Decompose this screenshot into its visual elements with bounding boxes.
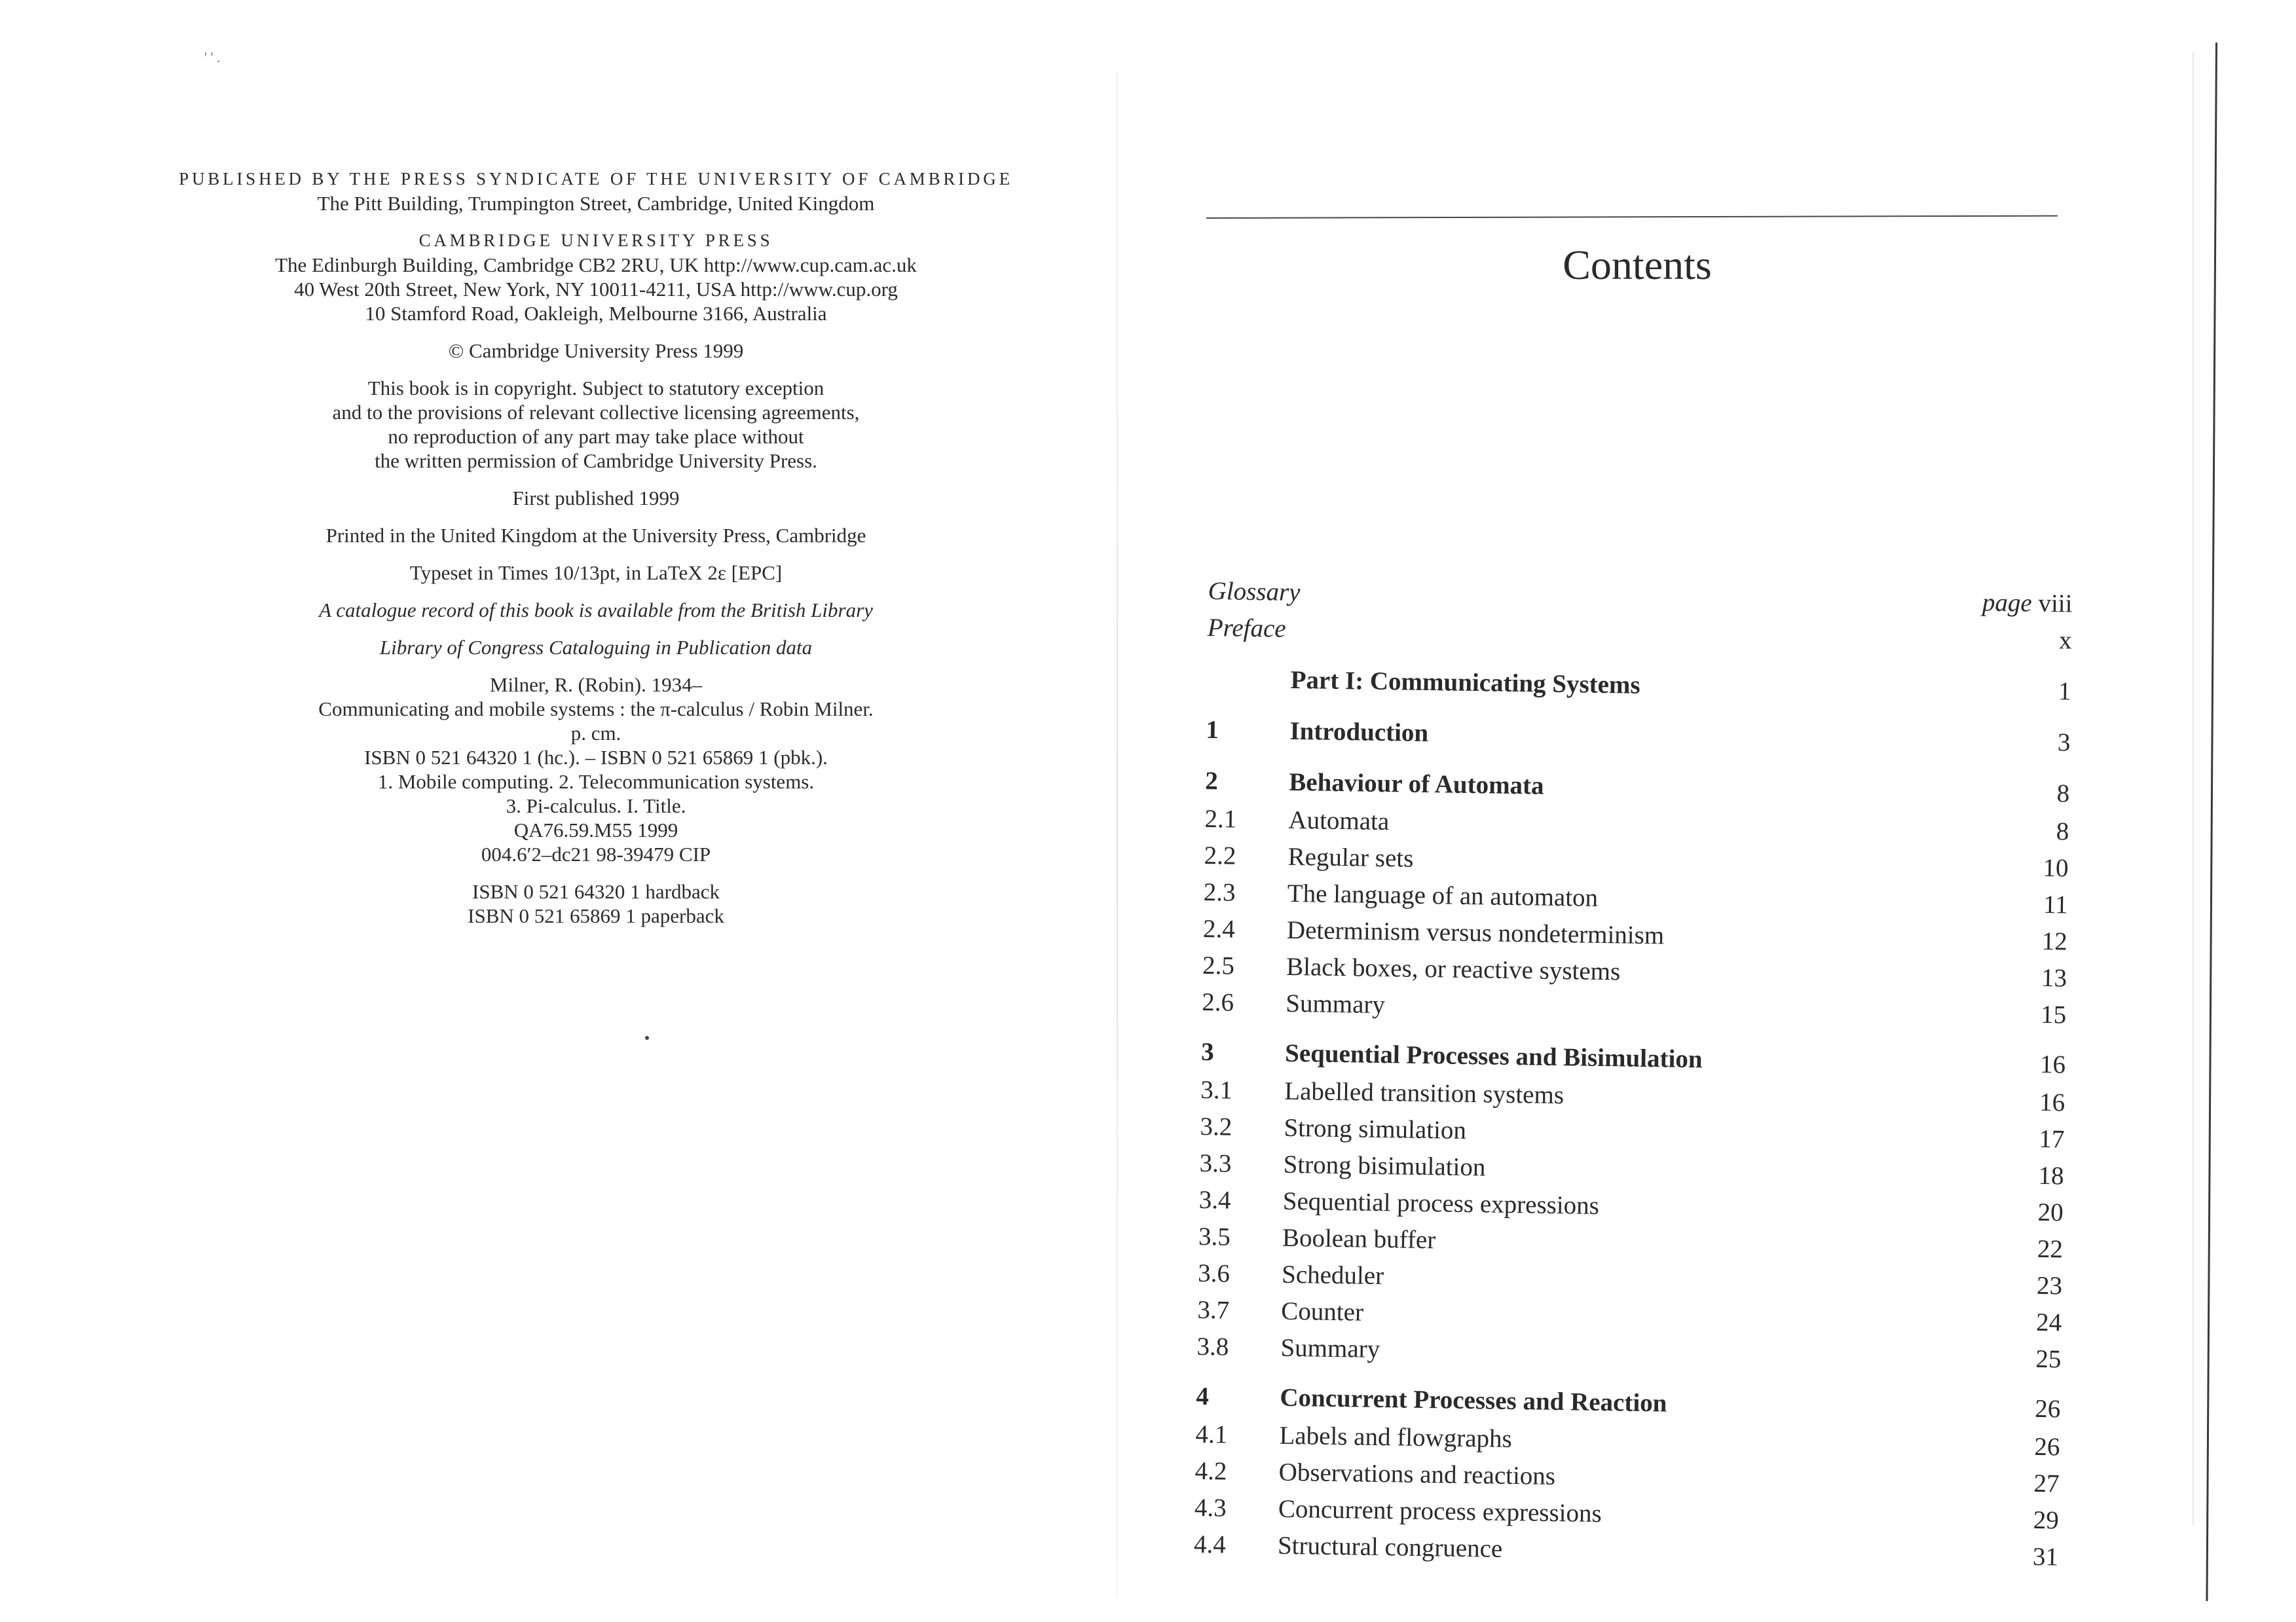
cip-block xyxy=(157,673,1035,866)
toc-entry-number: 3.1 xyxy=(1200,1075,1233,1105)
toc-entry-number: 3.7 xyxy=(1197,1295,1230,1325)
toc-entry-title: Boolean buffer xyxy=(1282,1223,1436,1255)
catalogue-record: A catalogue record of this book is available from the British Library xyxy=(319,599,873,621)
toc-entry-number: 2.3 xyxy=(1203,877,1236,907)
loc-heading: Library of Congress Cataloguing in Publication data xyxy=(379,636,813,659)
toc-entry-title: Introduction xyxy=(1289,716,1429,748)
toc-entry-number: 4 xyxy=(1196,1382,1210,1411)
toc-entry-title: Observations and reactions xyxy=(1278,1458,1556,1491)
toc-page-number: 13 xyxy=(2041,963,2067,993)
toc-entry-title: Strong bisimulation xyxy=(1283,1150,1486,1182)
toc-page-number: 16 xyxy=(2039,1088,2065,1117)
toc-page-word: page xyxy=(1982,588,2033,617)
imprint-page xyxy=(157,167,1035,928)
copyright-notice xyxy=(157,376,1035,473)
toc-page-number: 25 xyxy=(2035,1344,2062,1374)
toc-page-number xyxy=(2059,625,2072,655)
toc-page-number: 10 xyxy=(2043,853,2069,883)
copyright-notice-line: and to the provisions of relevant collective licensing agreements, xyxy=(332,401,860,424)
toc-entry-title: Determinism versus nondeterminism xyxy=(1286,915,1665,950)
press-name: CAMBRIDGE UNIVERSITY PRESS xyxy=(418,230,773,250)
printed-line: Printed in the United Kingdom at the University Press, Cambridge xyxy=(325,524,866,547)
toc-entry-title: Counter xyxy=(1281,1297,1364,1327)
toc-entry-number: 2.4 xyxy=(1202,914,1236,944)
toc-entry-number: 4.3 xyxy=(1194,1493,1227,1522)
header-rule xyxy=(1206,215,2058,219)
toc-chapter-row xyxy=(1201,1037,2066,1083)
toc-entry-title: Labelled transition systems xyxy=(1284,1077,1565,1110)
press-address-line: 40 West 20th Street, New York, NY 10011-4211, USA http://www.cup.org xyxy=(294,278,898,301)
toc-entry-title: Summary xyxy=(1286,989,1386,1020)
toc-entry-number: 3.6 xyxy=(1197,1259,1231,1288)
toc-page-number: 1 xyxy=(2058,677,2071,706)
toc-entry-title: Strong simulation xyxy=(1284,1113,1467,1145)
cip-line: Communicating and mobile systems : the π-calculus / Robin Milner. xyxy=(318,697,874,720)
toc-front-title: Glossary xyxy=(1208,576,1301,607)
toc-entry-number: 3.4 xyxy=(1198,1185,1231,1215)
toc-page-number: 23 xyxy=(2036,1271,2063,1300)
toc-page-number: 20 xyxy=(2037,1198,2064,1227)
cip-line: 3. Pi-calculus. I. Title. xyxy=(506,794,686,817)
toc-entry-title: Concurrent Processes and Reaction xyxy=(1280,1383,1667,1418)
toc-page-number: 17 xyxy=(2039,1124,2065,1154)
toc-page-number: 16 xyxy=(2039,1050,2066,1079)
press-address-line: 10 Stamford Road, Oakleigh, Melbourne 3166, Australia xyxy=(365,302,827,325)
cip-line: 004.6′2–dc21 98-39479 CIP xyxy=(481,843,711,866)
toc-entry-title: Part I: Communicating Systems xyxy=(1290,665,1640,699)
publisher-address: The Pitt Building, Trumpington Street, Cambridge, United Kingdom xyxy=(317,192,875,215)
isbn-line: ISBN 0 521 64320 1 hardback xyxy=(472,880,720,903)
toc-entry-number: 3.5 xyxy=(1198,1222,1231,1251)
toc-entry-number: 2.6 xyxy=(1202,987,1234,1017)
copyright-notice-line: no reproduction of any part may take place without xyxy=(388,425,804,448)
cip-line: QA76.59.M55 1999 xyxy=(513,819,678,841)
toc-chapter-row xyxy=(1196,1382,2061,1428)
toc-entry-number: 1 xyxy=(1206,715,1219,745)
toc-entry-number: 3.3 xyxy=(1199,1149,1232,1178)
first-published: First published 1999 xyxy=(512,487,680,509)
toc-page-number xyxy=(1982,588,2073,619)
toc-page-number: 8 xyxy=(2056,817,2069,846)
toc-page-number: 26 xyxy=(2034,1432,2060,1462)
toc-entry-title: Structural congruence xyxy=(1277,1531,1503,1563)
publisher-line: PUBLISHED BY THE PRESS SYNDICATE OF THE UNIVERSITY OF CAMBRIDGE xyxy=(179,169,1013,189)
page-edge xyxy=(2206,43,2217,1601)
toc-entry-title: Regular sets xyxy=(1287,842,1414,873)
cip-line: 1. Mobile computing. 2. Telecommunication systems. xyxy=(377,770,815,793)
cip-line: ISBN 0 521 64320 1 (hc.). – ISBN 0 521 65869 1 (pbk.). xyxy=(364,746,828,769)
copyright-notice-line: This book is in copyright. Subject to statutory exception xyxy=(367,377,824,399)
toc-page-value: x xyxy=(2058,626,2073,655)
toc-page-number: 15 xyxy=(2040,1000,2067,1029)
toc-entry-title: Black boxes, or reactive systems xyxy=(1286,952,1621,986)
toc-entry-title: Behaviour of Automata xyxy=(1289,767,1544,800)
toc-page-number: 8 xyxy=(2056,779,2070,808)
toc-entry-title: Summary xyxy=(1280,1333,1380,1364)
toc-page-value: viii xyxy=(2038,589,2073,618)
page-title: Contents xyxy=(1563,242,1712,288)
table-of-contents xyxy=(1193,576,2073,1572)
cip-line: p. cm. xyxy=(570,722,621,745)
cip-line: Milner, R. (Robin). 1934– xyxy=(489,673,703,696)
toc-entry-number: 3.8 xyxy=(1196,1332,1229,1361)
toc-page-number: 29 xyxy=(2033,1505,2060,1535)
typeset-line: Typeset in Times 10/13pt, in LaTeX 2ε [EPC] xyxy=(409,561,783,584)
toc-front-title: Preface xyxy=(1207,613,1286,643)
toc-page-number: 12 xyxy=(2041,927,2068,956)
toc-entry-title: Concurrent process expressions xyxy=(1278,1494,1602,1528)
copyright-notice-line: the written permission of Cambridge University Press. xyxy=(375,449,817,472)
toc-entry-title: Labels and flowgraphs xyxy=(1279,1421,1513,1454)
toc-chapter-row xyxy=(1206,715,2071,761)
toc-entry-number: 2.2 xyxy=(1204,841,1236,870)
toc-page-number: 24 xyxy=(2035,1308,2062,1337)
toc-entry-title: Scheduler xyxy=(1281,1260,1384,1291)
toc-page-number: 26 xyxy=(2034,1394,2061,1424)
toc-page-number: 3 xyxy=(2057,728,2071,757)
toc-page-number: 31 xyxy=(2032,1542,2059,1572)
toc-page-number: 11 xyxy=(2043,890,2069,919)
toc-page-number: 18 xyxy=(2038,1161,2064,1190)
toc-entry-title: Sequential Processes and Bisimulation xyxy=(1284,1039,1703,1074)
toc-entry-title: Automata xyxy=(1288,805,1390,836)
toc-chapter-row xyxy=(1206,664,2071,710)
copyright-line: © Cambridge University Press 1999 xyxy=(448,339,744,362)
toc-entry-number: 2 xyxy=(1205,766,1219,796)
toc-entry-title: Sequential process expressions xyxy=(1282,1187,1600,1220)
toc-entry-title: The language of an automaton xyxy=(1287,879,1599,912)
toc-entry-number: 4.2 xyxy=(1194,1456,1227,1486)
press-addresses xyxy=(157,253,1035,325)
page-edge-shadow xyxy=(2193,52,2194,1526)
book-gutter xyxy=(1117,72,1118,1598)
page-mark: ' ' . xyxy=(204,49,221,65)
toc-entry-number: 2.5 xyxy=(1202,951,1235,980)
toc-entry-number: 4.1 xyxy=(1195,1420,1228,1449)
isbn-line: ISBN 0 521 65869 1 paperback xyxy=(468,904,724,927)
toc-entry-number: 4.4 xyxy=(1193,1530,1227,1559)
stray-mark xyxy=(645,1036,649,1040)
toc-entry-number: 3.2 xyxy=(1200,1112,1232,1141)
press-address-line: The Edinburgh Building, Cambridge CB2 2RU, UK http://www.cup.cam.ac.uk xyxy=(275,253,917,276)
toc-chapter-row xyxy=(1205,766,2070,812)
isbn-block xyxy=(157,879,1035,928)
toc-entry-number: 3 xyxy=(1200,1037,1215,1067)
toc-page-number: 27 xyxy=(2033,1469,2060,1498)
toc-entry-number: 2.1 xyxy=(1204,804,1237,834)
toc-page-number: 22 xyxy=(2037,1234,2064,1264)
